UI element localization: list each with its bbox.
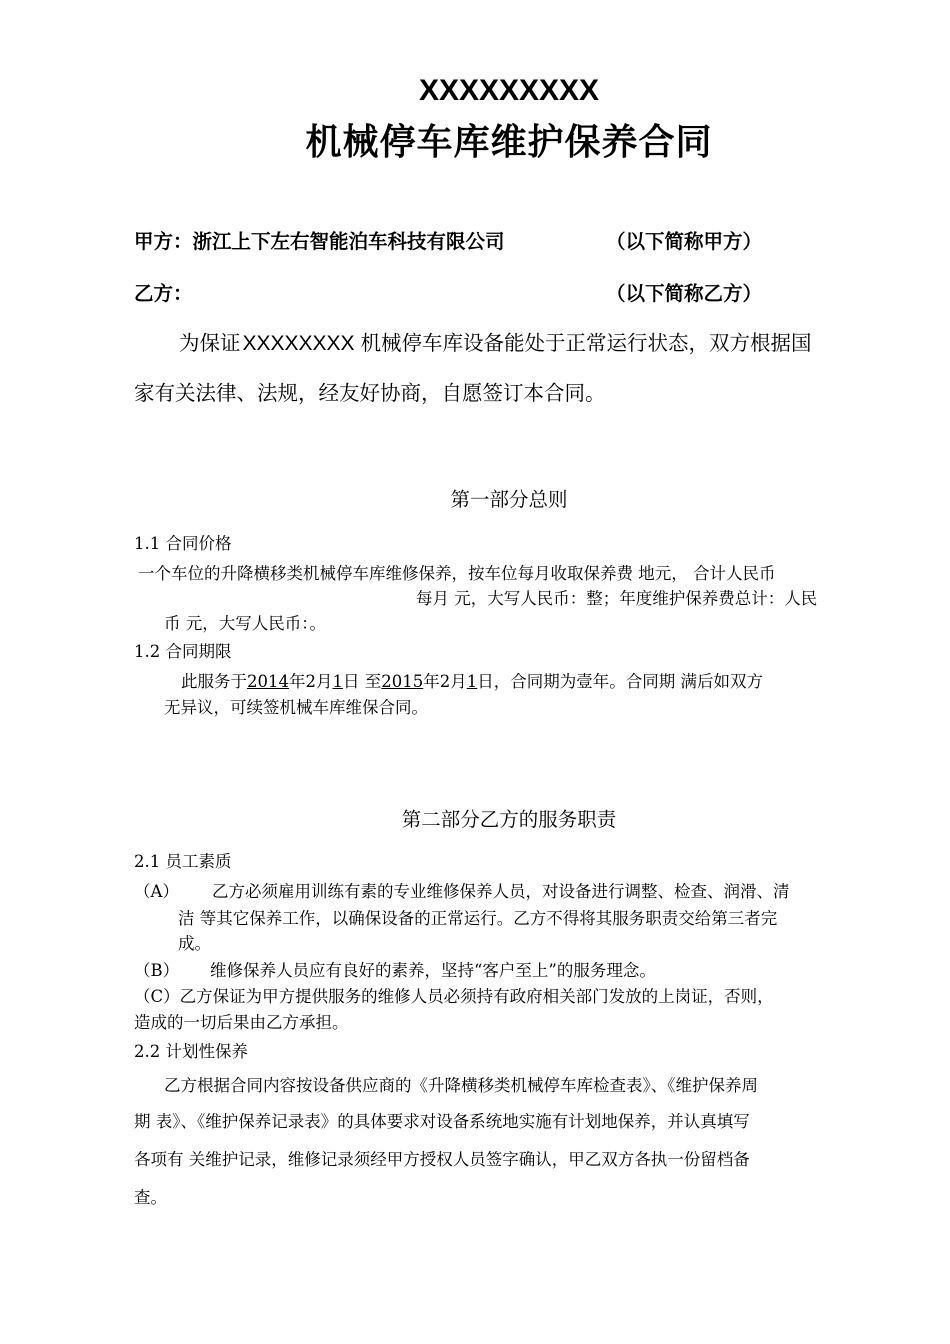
end-year: 2015 <box>381 672 424 691</box>
item-b-text: 维修保养人员应有良好的素养，坚持“客户至上”的服务理念。 <box>210 961 656 980</box>
item-c-line-1: （C）乙方保证为甲方提供服务的维修人员必须持有政府相关部门发放的上岗证，否则， <box>134 987 774 1006</box>
start-month: 2 <box>305 672 316 691</box>
section-1-2-line-1 <box>181 668 763 692</box>
section-1-1-line-3: 币 元，大写人民币：。 <box>164 614 326 633</box>
section-1-1-line-1: 一个车位的升降横移类机械停车库维修保养，按车位每月收取保养费 地元， 合计人民币 <box>138 564 776 583</box>
term-text-a: 此服务于 <box>181 672 247 691</box>
term-text-b: 年 <box>289 672 306 691</box>
section-2-2-line-2: 期 表》、《维护保养记录表》的具体要求对设备系统地实施有计划地保养，并认真填写 <box>134 1112 750 1131</box>
party-a-note: （以下简称甲方） <box>606 230 763 253</box>
start-day: 1 <box>332 672 343 691</box>
term-text-e: 年 <box>423 672 440 691</box>
section-1-1-line-2: 每月 元，大写人民币：整；年度维护保养费总计：人民 <box>416 589 818 608</box>
part1-heading: 第一部分总则 <box>450 488 568 511</box>
section-2-2-line-3: 各项有 关维护记录，维修记录须经甲方授权人员签字确认，甲乙双方各执一份留档备 <box>134 1150 750 1169</box>
section-2-2-line-1: 乙方根据合同内容按设备供应商的《升降横移类机械停车库检查表》、《维护保养周 <box>164 1076 758 1095</box>
section-1-2-line-2: 无异议，可续签机械车库维保合同。 <box>164 698 428 717</box>
start-year: 2014 <box>247 672 289 691</box>
section-1-2-title: 1.2 合同期限 <box>134 642 232 661</box>
party-b-note: （以下简称乙方） <box>606 282 763 305</box>
section-2-2-line-4: 查。 <box>134 1188 167 1207</box>
party-a-label: 甲方：浙江上下左右智能泊车科技有限公司 <box>134 230 505 253</box>
item-c-line-2: 造成的一切后果由乙方承担。 <box>134 1013 349 1032</box>
section-2-1-title: 2.1 员工素质 <box>134 852 232 871</box>
contract-title: 机械停车库维护保养合同 <box>305 122 713 163</box>
section-2-2-title: 2.2 计划性保养 <box>134 1042 248 1061</box>
item-a-label: （A） <box>134 882 179 901</box>
intro-rest: 机械停车库设备能处于正常运行状态，双方根据国 <box>360 331 812 355</box>
intro-company: XXXXXXXX <box>242 332 355 355</box>
item-a-line-1: 乙方必须雇用训练有素的专业维修保养人员，对设备进行调整、检查、润滑、清 <box>212 882 790 901</box>
item-b-label: （B） <box>134 961 180 980</box>
intro-line-1 <box>179 326 812 356</box>
end-month: 2 <box>439 672 451 691</box>
term-text-d: 日 至 <box>343 672 382 691</box>
item-a-line-3: 成。 <box>178 934 211 953</box>
party-b-label: 乙方： <box>134 282 193 305</box>
contract-title-company: XXXXXXXXX <box>418 74 600 107</box>
intro-line-2: 家有关法律、法规，经友好协商，自愿签订本合同。 <box>134 381 606 405</box>
intro-lead: 为保证 <box>179 331 241 355</box>
term-text-c: 月 <box>316 672 333 691</box>
item-a-line-2: 洁 等其它保养工作，以确保设备的正常运行。乙方不得将其服务职责交给第三者完 <box>178 909 778 928</box>
end-day: 1 <box>466 672 478 691</box>
part2-heading: 第二部分乙方的服务职责 <box>401 808 617 831</box>
section-1-1-title: 1.1 合同价格 <box>134 534 232 553</box>
term-text-f: 月 <box>450 672 467 691</box>
term-text-g: 日，合同期为壹年。合同期 满后如双方 <box>477 672 763 691</box>
